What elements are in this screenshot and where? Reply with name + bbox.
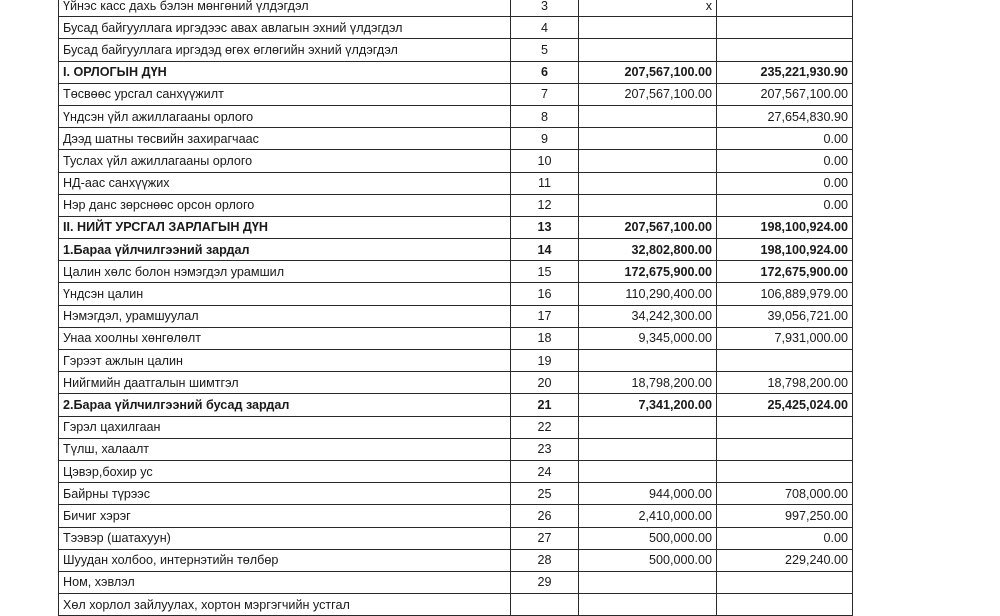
expenditure-report-table [58,0,853,616]
row-actual-cell: 235,221,930.90 [717,61,853,83]
table-row [59,483,853,505]
table-row [59,61,853,83]
table-row [59,594,853,616]
row-plan-cell [579,350,717,372]
row-name-cell: Түлш, халаалт [59,438,511,460]
row-plan-cell [579,150,717,172]
row-code-cell: 13 [511,216,579,238]
row-plan-cell [579,17,717,39]
row-code-cell: 17 [511,305,579,327]
row-name-cell: Цэвэр,бохир ус [59,460,511,482]
row-name-cell: Тээвэр (шатахуун) [59,527,511,549]
row-actual-cell [717,0,853,17]
row-actual-cell: 0.00 [717,172,853,194]
row-code-cell: 11 [511,172,579,194]
row-code-cell: 28 [511,549,579,571]
row-actual-cell: 708,000.00 [717,483,853,505]
row-actual-cell: 0.00 [717,194,853,216]
row-name-cell: Хөл хорлол зайлуулах, хортон мэргэгчийн устгал [59,594,511,616]
row-name-cell: Үндсэн үйл ажиллагааны орлого [59,105,511,127]
row-plan-cell: 9,345,000.00 [579,327,717,349]
table-row [59,128,853,150]
table-row [59,571,853,593]
row-plan-cell: 172,675,900.00 [579,261,717,283]
row-actual-cell: 198,100,924.00 [717,216,853,238]
row-plan-cell: 207,567,100.00 [579,83,717,105]
row-code-cell: 21 [511,394,579,416]
table-row [59,261,853,283]
row-code-cell: 24 [511,460,579,482]
report-body [59,0,853,616]
row-actual-cell [717,416,853,438]
row-plan-cell: 207,567,100.00 [579,216,717,238]
row-name-cell: Нэр данс зөрснөөс орсон орлого [59,194,511,216]
row-plan-cell: 500,000.00 [579,527,717,549]
row-plan-cell [579,172,717,194]
row-plan-cell: 18,798,200.00 [579,372,717,394]
row-name-cell: Нийгмийн даатгалын шимтгэл [59,372,511,394]
table-row [59,460,853,482]
row-code-cell: 7 [511,83,579,105]
row-name-cell: Бусад байгууллага иргэдэд өгөх өглөгийн эхний үлдэгдэл [59,39,511,61]
row-plan-cell: 7,341,200.00 [579,394,717,416]
row-actual-cell: 172,675,900.00 [717,261,853,283]
row-name-cell: Цалин хөлс болон нэмэгдэл урамшил [59,261,511,283]
row-plan-cell: 110,290,400.00 [579,283,717,305]
row-name-cell: Дээд шатны төсвийн захирагчаас [59,128,511,150]
row-code-cell: 20 [511,372,579,394]
row-code-cell: 3 [511,0,579,17]
row-code-cell: 22 [511,416,579,438]
row-code-cell: 9 [511,128,579,150]
table-row [59,394,853,416]
table-row [59,305,853,327]
row-name-cell: Байрны түрээс [59,483,511,505]
row-plan-cell [579,460,717,482]
table-row [59,39,853,61]
row-actual-cell: 39,056,721.00 [717,305,853,327]
table-row [59,327,853,349]
row-code-cell: 6 [511,61,579,83]
row-code-cell: 19 [511,350,579,372]
row-name-cell: Унаа хоолны хөнгөлөлт [59,327,511,349]
row-code-cell: 26 [511,505,579,527]
row-name-cell: Гэрэл цахилгаан [59,416,511,438]
row-actual-cell: 207,567,100.00 [717,83,853,105]
row-plan-cell: 32,802,800.00 [579,239,717,261]
table-row [59,0,853,17]
row-plan-cell: 34,242,300.00 [579,305,717,327]
row-plan-cell: 2,410,000.00 [579,505,717,527]
row-plan-cell: 944,000.00 [579,483,717,505]
row-code-cell: 10 [511,150,579,172]
table-row [59,172,853,194]
table-row [59,350,853,372]
row-actual-cell: 27,654,830.90 [717,105,853,127]
row-actual-cell: 0.00 [717,128,853,150]
row-name-cell: II. НИЙТ УРСГАЛ ЗАРЛАГЫН ДҮН [59,216,511,238]
row-code-cell: 14 [511,239,579,261]
row-actual-cell [717,39,853,61]
row-actual-cell [717,350,853,372]
table-row [59,549,853,571]
table-row [59,105,853,127]
row-actual-cell [717,460,853,482]
row-name-cell: Төсвөөс урсгал санхүүжилт [59,83,511,105]
row-name-cell: Бусад байгууллага иргэдээс авах авлагын эхний үлдэгдэл [59,17,511,39]
row-actual-cell [717,594,853,616]
row-name-cell: Үйнэс касс дахь бэлэн мөнгөний үлдэгдэл [59,0,511,17]
row-plan-cell [579,128,717,150]
table-row [59,150,853,172]
row-plan-cell: x [579,0,717,17]
row-plan-cell: 500,000.00 [579,549,717,571]
table-row [59,216,853,238]
table-row [59,416,853,438]
row-actual-cell: 0.00 [717,527,853,549]
report-sheet [58,0,852,616]
row-code-cell: 12 [511,194,579,216]
table-row [59,283,853,305]
row-code-cell: 27 [511,527,579,549]
row-name-cell: Туслах үйл ажиллагааны орлого [59,150,511,172]
row-code-cell: 29 [511,571,579,593]
row-plan-cell [579,194,717,216]
row-name-cell: НД-аас санхүүжих [59,172,511,194]
row-name-cell: I. ОРЛОГЫН ДҮН [59,61,511,83]
row-actual-cell: 25,425,024.00 [717,394,853,416]
row-plan-cell [579,416,717,438]
row-code-cell: 25 [511,483,579,505]
row-actual-cell [717,438,853,460]
row-code-cell: 16 [511,283,579,305]
row-name-cell: Шуудан холбоо, интернэтийн төлбөр [59,549,511,571]
row-plan-cell: 207,567,100.00 [579,61,717,83]
row-code-cell [511,594,579,616]
row-name-cell: Гэрээт ажлын цалин [59,350,511,372]
table-row [59,527,853,549]
table-row [59,438,853,460]
row-plan-cell [579,39,717,61]
table-row [59,17,853,39]
table-row [59,372,853,394]
row-name-cell: Ном, хэвлэл [59,571,511,593]
row-actual-cell: 0.00 [717,150,853,172]
row-code-cell: 5 [511,39,579,61]
row-actual-cell [717,571,853,593]
row-plan-cell [579,438,717,460]
row-actual-cell: 997,250.00 [717,505,853,527]
row-actual-cell: 229,240.00 [717,549,853,571]
row-code-cell: 4 [511,17,579,39]
row-plan-cell [579,571,717,593]
row-actual-cell: 106,889,979.00 [717,283,853,305]
table-row [59,83,853,105]
row-name-cell: Үндсэн цалин [59,283,511,305]
row-plan-cell [579,105,717,127]
row-actual-cell [717,17,853,39]
row-name-cell: Бичиг хэрэг [59,505,511,527]
row-name-cell: Нэмэгдэл, урамшуулал [59,305,511,327]
row-code-cell: 15 [511,261,579,283]
row-code-cell: 8 [511,105,579,127]
row-actual-cell: 198,100,924.00 [717,239,853,261]
row-name-cell: 1.Бараа үйлчилгээний зардал [59,239,511,261]
row-code-cell: 18 [511,327,579,349]
row-actual-cell: 7,931,000.00 [717,327,853,349]
table-row [59,194,853,216]
row-code-cell: 23 [511,438,579,460]
table-row [59,505,853,527]
row-plan-cell [579,594,717,616]
row-actual-cell: 18,798,200.00 [717,372,853,394]
row-name-cell: 2.Бараа үйлчилгээний бусад зардал [59,394,511,416]
table-row [59,239,853,261]
